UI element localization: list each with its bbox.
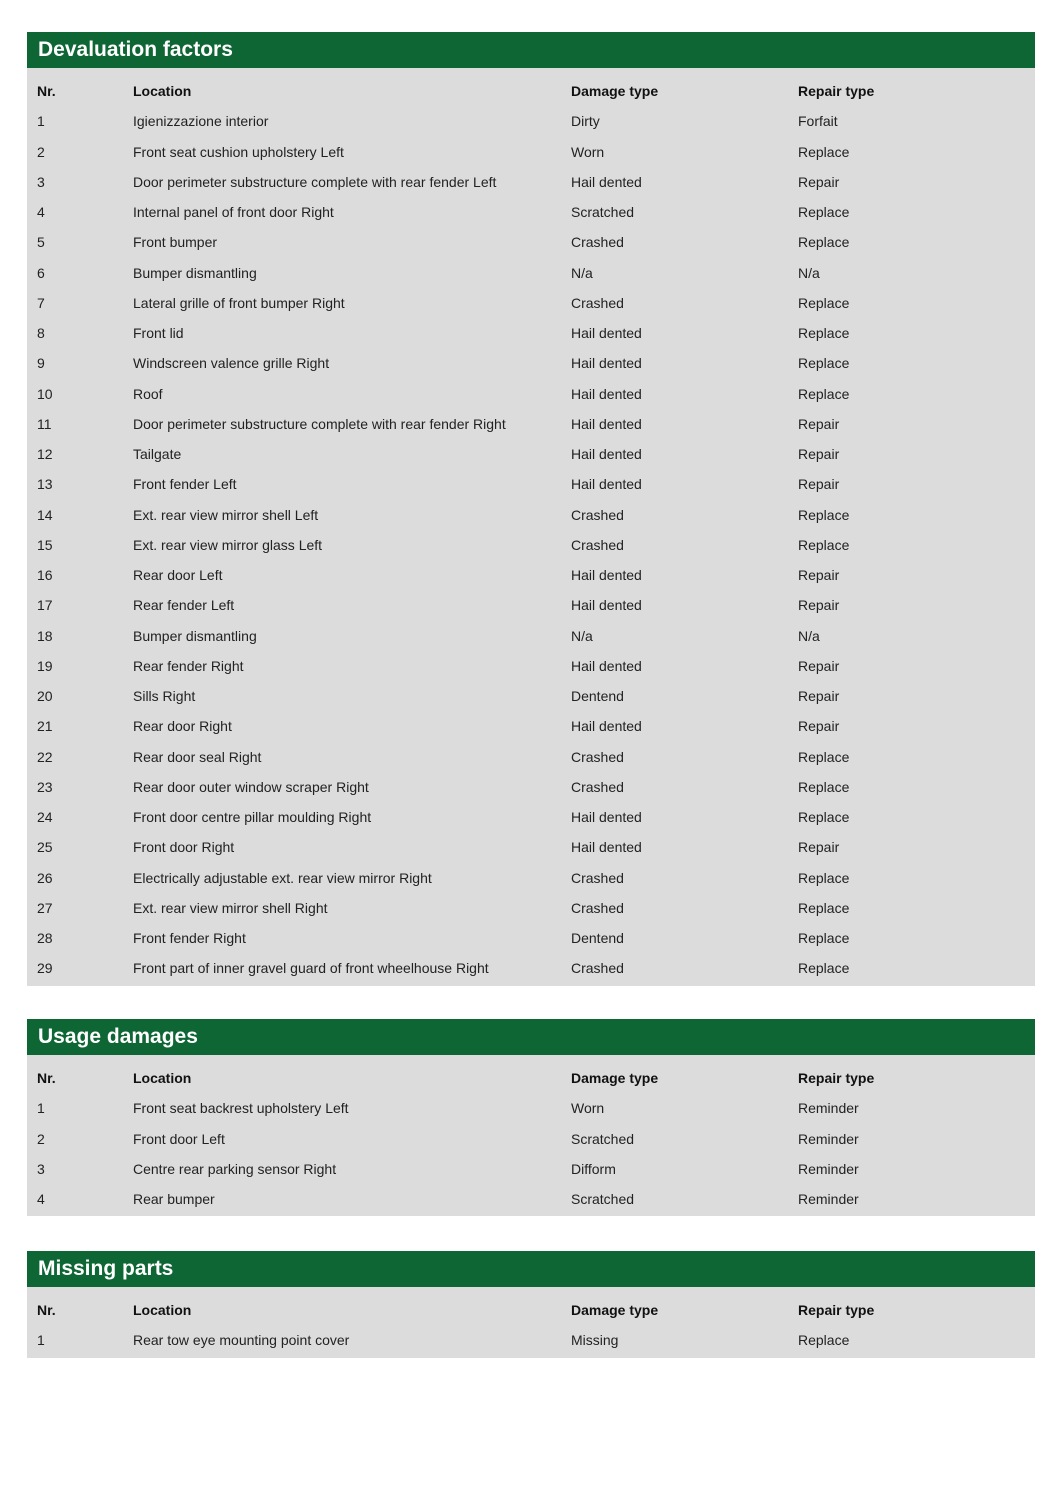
repair-type-cell: Reminder	[798, 1100, 859, 1117]
repair-type-cell: Replace	[798, 294, 850, 311]
damage-type-cell: Missing	[571, 1332, 619, 1349]
repair-type-cell: Replace	[798, 234, 850, 251]
devaluation-factors-section	[27, 32, 1035, 986]
section-title: Usage damages	[27, 1019, 1035, 1055]
row-number: 24	[37, 809, 53, 825]
repair-type-cell: Replace	[798, 869, 850, 886]
row-number: 17	[37, 597, 53, 614]
row-number: 25	[37, 839, 53, 856]
repair-type-cell: N/a	[798, 264, 820, 281]
damage-type-cell: Hail dented	[571, 839, 642, 856]
damage-type-cell: Dentend	[571, 688, 624, 704]
damage-type-cell: Hail dented	[571, 173, 642, 190]
row-number: 9	[37, 355, 45, 372]
table-bottom-padding	[27, 1356, 1035, 1358]
damage-type-cell: Crashed	[571, 899, 624, 916]
repair-type-cell: Forfait	[798, 113, 838, 130]
location-cell: Rear tow eye mounting point cover	[133, 1332, 350, 1349]
table-row	[27, 1325, 1035, 1355]
repair-type-cell: Repair	[798, 476, 840, 493]
location-cell: Centre rear parking sensor Right	[133, 1160, 337, 1177]
damage-type-cell: Crashed	[571, 234, 624, 251]
location-cell: Front bumper	[133, 234, 218, 251]
damage-type-cell: Hail dented	[571, 718, 642, 735]
repair-type-cell: Repair	[798, 657, 840, 674]
usage-damages-section	[27, 1019, 1035, 1216]
location-cell: Bumper dismantling	[133, 627, 257, 644]
column-header-damage: Damage type	[571, 1070, 659, 1086]
table-row	[27, 227, 1035, 257]
table-row	[27, 439, 1035, 469]
damage-type-cell: Hail dented	[571, 809, 642, 825]
table-row	[27, 258, 1035, 288]
table-row	[27, 137, 1035, 167]
location-cell: Rear bumper	[133, 1191, 215, 1207]
row-number: 18	[37, 627, 53, 644]
column-header-damage: Damage type	[571, 1302, 659, 1318]
row-number: 29	[37, 960, 53, 977]
table-row	[27, 651, 1035, 681]
column-header-nr: Nr.	[37, 83, 56, 99]
row-number: 16	[37, 567, 53, 583]
row-number: 28	[37, 930, 53, 946]
table-row	[27, 590, 1035, 620]
row-number: 3	[37, 1160, 45, 1177]
location-cell: Sills Right	[133, 688, 196, 704]
row-number: 4	[37, 1191, 45, 1207]
damage-type-cell: Dentend	[571, 930, 624, 946]
damage-type-cell: Scratched	[571, 1130, 635, 1147]
damage-type-cell: N/a	[571, 627, 593, 644]
repair-type-cell: Replace	[798, 748, 850, 765]
table-row	[27, 832, 1035, 862]
row-number: 23	[37, 778, 53, 795]
row-number: 20	[37, 688, 53, 704]
location-cell: Igienizzazione interior	[133, 113, 269, 130]
column-header-nr: Nr.	[37, 1302, 56, 1318]
damage-type-cell: Hail dented	[571, 446, 642, 462]
table-row	[27, 379, 1035, 409]
column-header-location: Location	[133, 83, 192, 99]
damage-type-cell: Hail dented	[571, 415, 642, 432]
repair-type-cell: Repair	[798, 415, 840, 432]
location-cell: Rear door outer window scraper Right	[133, 778, 369, 795]
table-header-row	[27, 1295, 1035, 1325]
repair-type-cell: Replace	[798, 385, 850, 402]
repair-type-cell: Repair	[798, 567, 840, 583]
table-header-row	[27, 76, 1035, 106]
location-cell: Lateral grille of front bumper Right	[133, 294, 345, 311]
row-number: 26	[37, 869, 53, 886]
row-number: 12	[37, 446, 53, 462]
damage-type-cell: Worn	[571, 143, 605, 160]
location-cell: Rear door Left	[133, 567, 223, 583]
damage-type-cell: Worn	[571, 1100, 605, 1117]
row-number: 19	[37, 657, 53, 674]
row-number: 14	[37, 506, 53, 523]
repair-type-cell: Replace	[798, 355, 850, 372]
location-cell: Rear door seal Right	[133, 748, 262, 765]
devaluation-table	[27, 76, 1035, 986]
location-cell: Windscreen valence grille Right	[133, 355, 330, 372]
row-number: 1	[37, 1332, 45, 1349]
row-number: 1	[37, 1100, 45, 1117]
location-cell: Internal panel of front door Right	[133, 204, 334, 220]
table-row	[27, 469, 1035, 499]
damage-type-cell: Crashed	[571, 778, 624, 795]
table-row	[27, 167, 1035, 197]
repair-type-cell: Repair	[798, 688, 840, 704]
table-header-row	[27, 1063, 1035, 1093]
location-cell: Electrically adjustable ext. rear view mirror Right	[133, 869, 432, 886]
repair-type-cell: Replace	[798, 536, 850, 553]
repair-type-cell: Repair	[798, 446, 840, 462]
location-cell: Front part of inner gravel guard of front wheelhouse Right	[133, 960, 489, 977]
table-row	[27, 923, 1035, 953]
location-cell: Roof	[133, 385, 163, 402]
row-number: 22	[37, 748, 53, 765]
row-number: 21	[37, 718, 53, 735]
location-cell: Front lid	[133, 325, 184, 341]
repair-type-cell: Replace	[798, 899, 850, 916]
damage-type-cell: Crashed	[571, 869, 624, 886]
row-number: 5	[37, 234, 45, 251]
row-number: 2	[37, 143, 45, 160]
table-row	[27, 621, 1035, 651]
row-number: 6	[37, 264, 45, 281]
table-row	[27, 742, 1035, 772]
damage-type-cell: Hail dented	[571, 597, 642, 614]
location-cell: Door perimeter substructure complete with rear fender Left	[133, 173, 497, 190]
repair-type-cell: N/a	[798, 627, 820, 644]
repair-type-cell: Replace	[798, 960, 850, 977]
repair-type-cell: Replace	[798, 143, 850, 160]
column-header-repair: Repair type	[798, 1302, 875, 1318]
damage-type-cell: Hail dented	[571, 355, 642, 372]
column-header-location: Location	[133, 1070, 192, 1086]
location-cell: Front door Left	[133, 1130, 225, 1147]
section-title: Missing parts	[27, 1251, 1035, 1287]
repair-type-cell: Replace	[798, 204, 850, 220]
table-bottom-padding	[27, 1214, 1035, 1216]
repair-type-cell: Repair	[798, 173, 840, 190]
damage-type-cell: Crashed	[571, 960, 624, 977]
location-cell: Front door centre pillar moulding Right	[133, 809, 372, 825]
damage-type-cell: Hail dented	[571, 567, 642, 583]
table-row	[27, 1184, 1035, 1214]
repair-type-cell: Replace	[798, 325, 850, 341]
table-row	[27, 288, 1035, 318]
missing-parts-section	[27, 1251, 1035, 1358]
location-cell: Tailgate	[133, 446, 182, 462]
table-row	[27, 409, 1035, 439]
row-number: 1	[37, 113, 45, 130]
row-number: 3	[37, 173, 45, 190]
damage-type-cell: Crashed	[571, 506, 624, 523]
location-cell: Front seat backrest upholstery Left	[133, 1100, 349, 1117]
table-row	[27, 1093, 1035, 1123]
table-row	[27, 348, 1035, 378]
table-row	[27, 197, 1035, 227]
missing-parts-table	[27, 1295, 1035, 1358]
repair-type-cell: Repair	[798, 597, 840, 614]
location-cell: Rear fender Right	[133, 657, 244, 674]
column-header-repair: Repair type	[798, 1070, 875, 1086]
repair-type-cell: Replace	[798, 778, 850, 795]
location-cell: Front seat cushion upholstery Left	[133, 143, 344, 160]
row-number: 13	[37, 476, 53, 493]
repair-type-cell: Reminder	[798, 1160, 859, 1177]
table-row	[27, 106, 1035, 136]
repair-type-cell: Reminder	[798, 1191, 859, 1207]
damage-type-cell: Hail dented	[571, 657, 642, 674]
location-cell: Bumper dismantling	[133, 264, 257, 281]
table-row	[27, 863, 1035, 893]
damage-type-cell: Scratched	[571, 204, 635, 220]
table-row	[27, 1124, 1035, 1154]
damage-type-cell: Hail dented	[571, 325, 642, 341]
section-title: Devaluation factors	[27, 32, 1035, 68]
row-number: 2	[37, 1130, 45, 1147]
repair-type-cell: Repair	[798, 718, 840, 735]
table-row	[27, 802, 1035, 832]
table-row	[27, 893, 1035, 923]
usage-damages-table	[27, 1063, 1035, 1216]
column-header-nr: Nr.	[37, 1070, 56, 1086]
repair-type-cell: Replace	[798, 930, 850, 946]
column-header-repair: Repair type	[798, 83, 875, 99]
table-row	[27, 711, 1035, 741]
repair-type-cell: Repair	[798, 839, 840, 856]
row-number: 8	[37, 325, 45, 341]
table-row	[27, 318, 1035, 348]
damage-type-cell: Crashed	[571, 748, 624, 765]
damage-type-cell: Scratched	[571, 1191, 635, 1207]
location-cell: Ext. rear view mirror shell Left	[133, 506, 319, 523]
repair-type-cell: Replace	[798, 1332, 850, 1349]
location-cell: Ext. rear view mirror glass Left	[133, 536, 323, 553]
row-number: 15	[37, 536, 53, 553]
damage-type-cell: Dirty	[571, 113, 600, 130]
table-row	[27, 681, 1035, 711]
location-cell: Rear fender Left	[133, 597, 235, 614]
table-row	[27, 500, 1035, 530]
row-number: 10	[37, 385, 53, 402]
damage-type-cell: Crashed	[571, 536, 624, 553]
table-row	[27, 1154, 1035, 1184]
row-number: 27	[37, 899, 53, 916]
location-cell: Ext. rear view mirror shell Right	[133, 899, 328, 916]
table-row	[27, 772, 1035, 802]
damage-type-cell: N/a	[571, 264, 593, 281]
row-number: 7	[37, 294, 45, 311]
row-number: 4	[37, 204, 45, 220]
repair-type-cell: Reminder	[798, 1130, 859, 1147]
repair-type-cell: Replace	[798, 506, 850, 523]
table-row	[27, 953, 1035, 983]
damage-type-cell: Difform	[571, 1160, 616, 1177]
location-cell: Rear door Right	[133, 718, 232, 735]
table-row	[27, 560, 1035, 590]
column-header-location: Location	[133, 1302, 192, 1318]
location-cell: Front fender Left	[133, 476, 237, 493]
table-bottom-padding	[27, 984, 1035, 986]
damage-type-cell: Hail dented	[571, 476, 642, 493]
table-row	[27, 530, 1035, 560]
row-number: 11	[37, 415, 52, 432]
location-cell: Front door Right	[133, 839, 235, 856]
repair-type-cell: Replace	[798, 809, 850, 825]
column-header-damage: Damage type	[571, 83, 659, 99]
damage-type-cell: Crashed	[571, 294, 624, 311]
location-cell: Door perimeter substructure complete with rear fender Right	[133, 415, 506, 432]
damage-type-cell: Hail dented	[571, 385, 642, 402]
location-cell: Front fender Right	[133, 930, 246, 946]
